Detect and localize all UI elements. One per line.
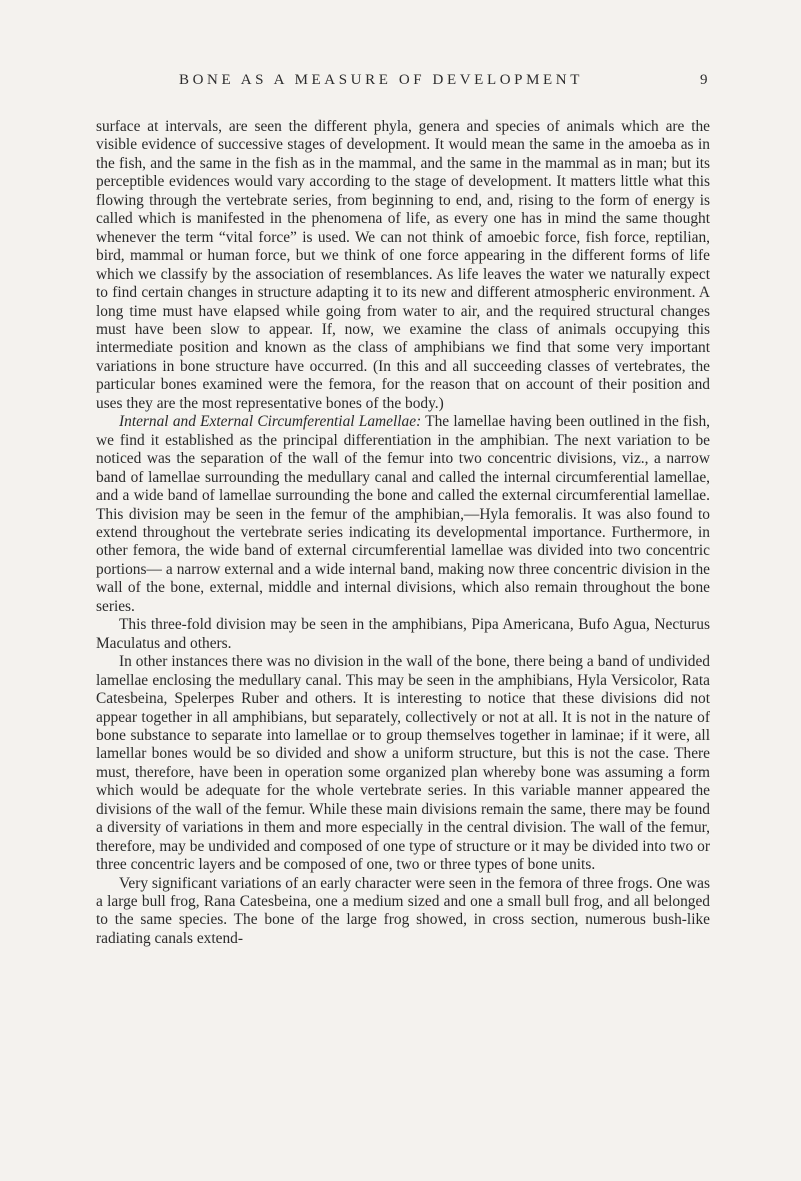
section-title: Internal and External Circumferential Lamellae: [119,413,422,431]
paragraph-text: This three-fold division may be seen in the amphibians, Pipa Americana, Bufo Agua, Necturus Maculatus and others. [96,616,710,652]
body-text [96,118,710,948]
paragraph-text: In other instances there was no division in the wall of the bone, there being a band of undivided lamellae enclosing the medullary canal. This may be seen in the amphibians, Hyla Versicolor, Rata Catesbeina, Spelerpes Ruber and others. It is interesting to notice that these divisions did not appear together in all amphibians, but separately, collectively or not at all. It is not in the nature of bone substance to separate into lamellae or to group themselves together in laminae; if it were, all lamellar bones would be so divided and show a uniform structure, but this is not the case. There must, therefore, have been in operation some organized plan whereby bone was assuming a form which would be adequate for the whole vertebrate series. In this variable manner appeared the divisions of the wall of the femur. While these main divisions remain the same, there may be found a diversity of variations in them and more especially in the central division. The wall of the femur, therefore, may be undivided and composed of one type of structure or it may be divided into two or three concentric layers and be composed of one, two or three types of bone units. [96,653,710,874]
paragraph-text: surface at intervals, are seen the different phyla, genera and species of animals which are the visible evidence of successive stages of development. It would mean the same in the amoeba as in the fish, and the same in the fish as in the mammal, and the same in the mammal as in man; but its perceptible evidences would vary according to the stage of development. It matters little what this flowing through the vertebrate series, from beginning to end, and, rising to the form of energy is called which is manifested in the phenomena of life, as every one has in mind the same thought whenever the term “vital force” is used. We can not think of amoebic force, fish force, reptilian, bird, mammal or human force, but we think of one force appearing in the different forms of life which we classify by the association of resemblances. As life leaves the water we naturally expect to find certain changes in structure adapting it to its new and different atmospheric environment. A long time must have elapsed while going from water to air, and the required structural changes must have been slow to appear. If, now, we examine the class of animals occupying this intermediate position and known as the class of amphibians we find that some very important variations in bone structure have occurred. (In this and all succeeding classes of vertebrates, the particular bones examined were the femora, for the reason that on account of their position and uses they are the most representative bones of the body.) [96,118,710,412]
paragraph-text: Very significant variations of an early character were seen in the femora of three frogs. One was a large bull frog, Rana Catesbeina, one a medium sized and one a small bull frog, and all belonged to the same species. The bone of the large frog showed, in cross section, numerous bush-like radiating canals extend- [96,874,710,947]
paragraph-continued [96,118,710,413]
paragraph-text: The lamellae having been outlined in the fish, we find it established as the principal differentiation in the amphibian. The next variation to be noticed was the separation of the wall of the femur into two concentric divisions, viz., a narrow band of lamellae surrounding the medullary canal and called the internal circumferential lamellae, and a wide band of lamellae surrounding the bone and called the external circumferential lamellae. This division may be seen in the femur of the amphibian,—Hyla femoralis. It was also found to extend throughout the vertebrate series indicating its developmental importance. Furthermore, in other femora, the wide band of external circumferential lamellae was divided into two concentric portions— a narrow external and a wide internal band, making now three concentric division in the wall of the bone, external, middle and internal divisions, which also remain throughout the bone series. [96,413,710,615]
running-head-title: BONE AS A MEASURE OF DEVELOPMENT [179,72,583,88]
page-number: 9 [700,72,708,88]
paragraph-frogs [96,875,710,949]
paragraph-undivided [96,653,710,874]
paragraph-three-fold [96,616,710,653]
paragraph-lamellae [96,413,710,616]
